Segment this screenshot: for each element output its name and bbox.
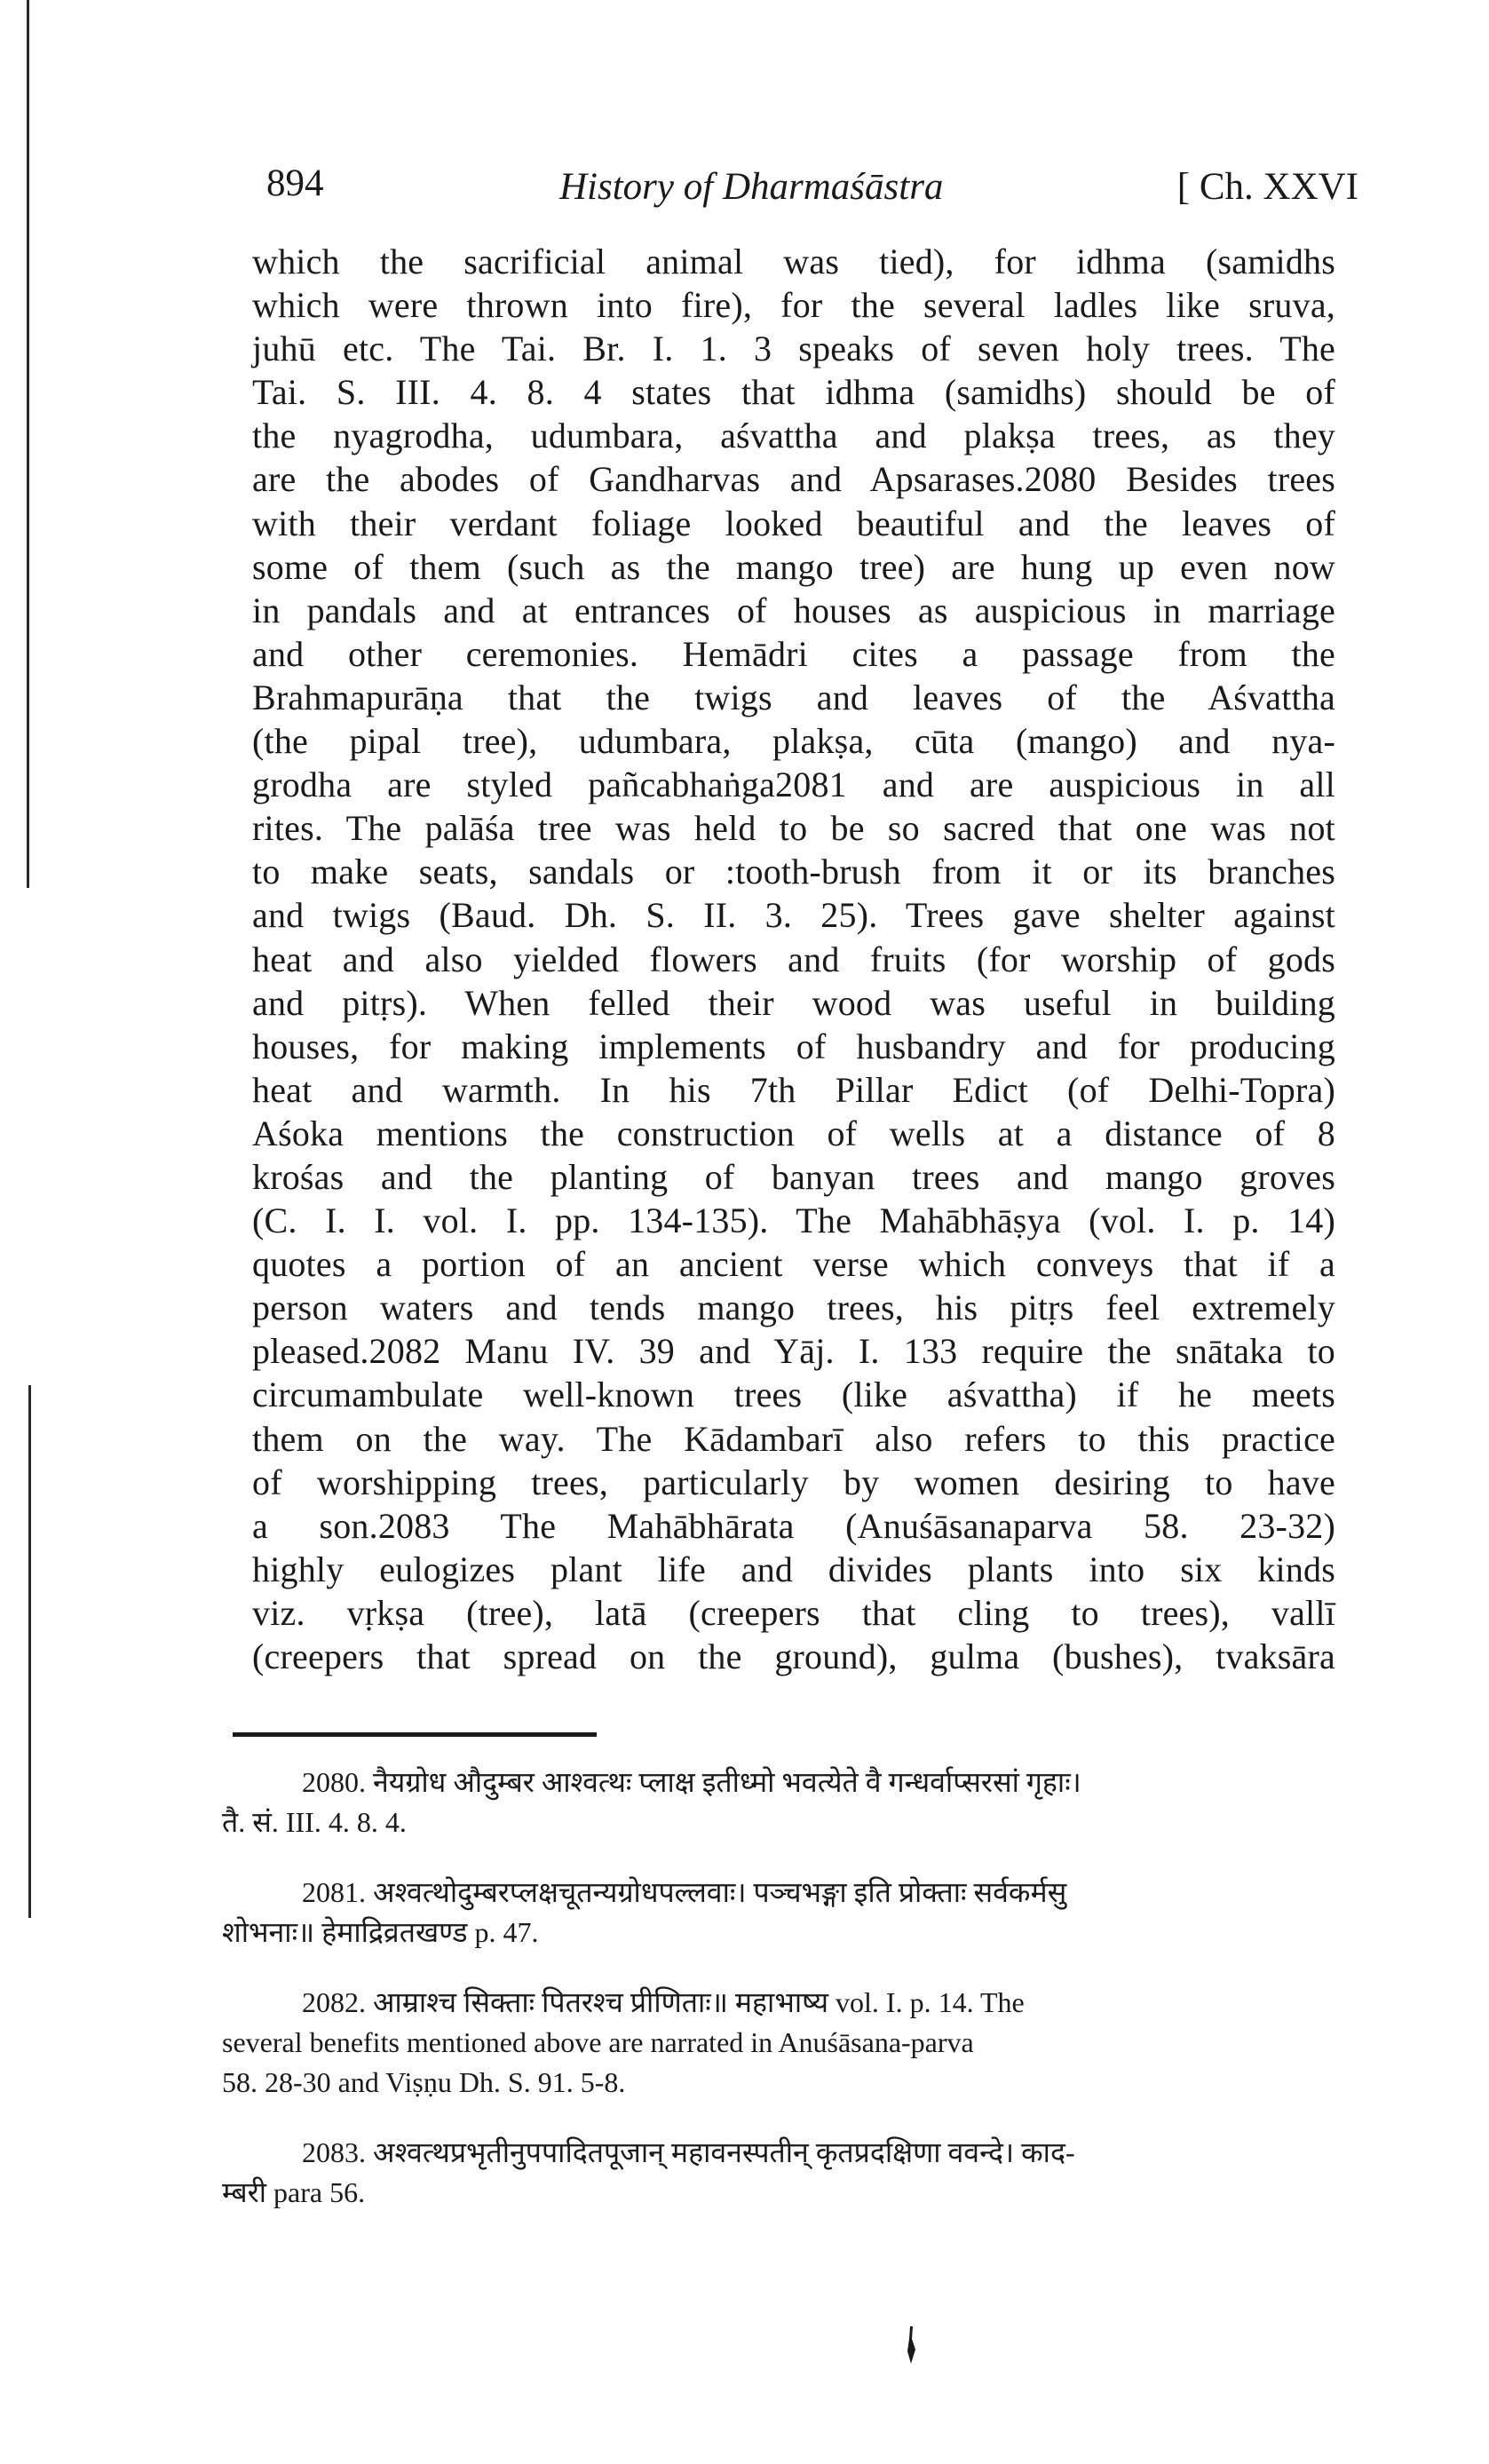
text-line: and pitṛs). When felled their wood was useful in building [252, 982, 1335, 1023]
footnote-line: 58. 28-30 and Viṣṇu Dh. S. 91. 5-8. [222, 2066, 626, 2098]
footnote-line: several benefits mentioned above are narrated in Anuśāsana-parva [222, 2026, 974, 2058]
text-line: krośas and the planting of banyan trees and mango groves [252, 1156, 1335, 1197]
text-line: (C. I. I. vol. I. pp. 134-135). The Mahābhāṣya (vol. I. p. 14) [252, 1200, 1335, 1241]
footnote-2083 [222, 2133, 1350, 2213]
text-line: Aśoka mentions the construction of wells at a distance of 8 [252, 1113, 1335, 1153]
chapter-label: [ Ch. XXVI [1176, 166, 1358, 208]
page-bottom-mark [906, 2326, 916, 2364]
footnote-line: शोभनाः॥ हेमाद्रिव्रतखण्ड p. 47. [222, 1916, 539, 1948]
text-line: rites. The palāśa tree was held to be so sacred that one was not [252, 808, 1335, 849]
running-title: History of Dharmaśāstra [559, 166, 944, 208]
footnote-line: म्बरी para 56. [222, 2176, 366, 2208]
text-line: with their verdant foliage looked beautiful and the leaves of [252, 503, 1335, 543]
text-line: a son.2083 The Mahābhārata (Anuśāsanaparva 58. 23-32) [252, 1505, 1335, 1546]
text-line: houses, for making implements of husbandry and for producing [252, 1026, 1335, 1066]
text-line: Brahmapurāṇa that the twigs and leaves of the Aśvattha [252, 677, 1335, 717]
text-line: circumambulate well-known trees (like aśvattha) if he meets [252, 1375, 1335, 1415]
text-line: which were thrown into fire), for the several ladles like sruva, [252, 285, 1335, 326]
footnote-line: तै. सं. III. 4. 8. 4. [222, 1806, 407, 1838]
footnote-2080 [222, 1763, 1350, 1842]
footnotes [222, 1763, 1350, 2243]
footnote-2082 [222, 1983, 1350, 2103]
scan-margin-edge-lower [28, 1385, 31, 1918]
page-number: 894 [266, 162, 324, 204]
footnote-line: 2083. अश्वत्थप्रभृतीनुपपादितपूजान् महावनस्पतीन् कृतप्रदक्षिणा ववन्दे। काद- [302, 2136, 1075, 2168]
text-line: juhū etc. The Tai. Br. I. 1. 3 speaks of seven holy trees. The [252, 329, 1335, 369]
text-line: which the sacrificial animal was tied), for idhma (samidhs [252, 242, 1335, 281]
text-line: person waters and tends mango trees, his pitṛs feel extremely [252, 1287, 1335, 1328]
footnote-2081 [222, 1873, 1350, 1953]
footnote-rule [233, 1732, 597, 1737]
text-line: pleased.2082 Manu IV. 39 and Yāj. I. 133 require the snātaka to [252, 1331, 1335, 1372]
text-line: them on the way. The Kādambarī also refers to this practice [252, 1418, 1335, 1459]
text-line: highly eulogizes plant life and divides plants into six kinds [252, 1549, 1335, 1589]
text-line: heat and warmth. In his 7th Pillar Edict (of Delhi-Topra) [252, 1069, 1335, 1110]
footnote-line: 2081. अश्वत्थोदुम्बरप्लक्षचूतन्यग्रोधपल्लवाः। पञ्चभङ्गा इति प्रोक्ताः सर्वकर्मसु [302, 1876, 1067, 1908]
text-line: in pandals and at entrances of houses as auspicious in marriage [252, 590, 1335, 630]
footnote-line: 2080. नैयग्रोध औदुम्बर आश्वत्थः प्लाक्ष इतीध्मो भवत्येते वै गन्धर्वाप्सरसां गृहाः। [302, 1766, 1081, 1798]
text-line: (creepers that spread on the ground), gulma (bushes), tvaksāra [252, 1636, 1335, 1676]
footnote-line: 2082. आम्राश्च सिक्ताः पितरश्च प्रीणिताः॥ महाभाष्य vol. I. p. 14. The [302, 1986, 1025, 2018]
scan-margin-edge [27, 0, 29, 888]
text-line: the nyagrodha, udumbara, aśvattha and plakṣa trees, as they [252, 416, 1335, 456]
text-line: of worshipping trees, particularly by women desiring to have [252, 1462, 1335, 1502]
text-line: heat and also yielded flowers and fruits (for worship of gods [252, 939, 1335, 979]
text-line: viz. vṛkṣa (tree), latā (creepers that cling to trees), vallī [252, 1592, 1335, 1633]
text-line: to make seats, sandals or :tooth-brush from it or its branches [252, 852, 1335, 892]
text-line: grodha are styled pañcabhaṅga2081 and are auspicious in all [252, 765, 1335, 805]
text-line: and twigs (Baud. Dh. S. II. 3. 25). Trees gave shelter against [252, 895, 1335, 936]
text-line: quotes a portion of an ancient verse which conveys that if a [252, 1244, 1335, 1285]
text-line: and other ceremonies. Hemādri cites a passage from the [252, 633, 1335, 674]
text-line: (the pipal tree), udumbara, plakṣa, cūta (mango) and nya- [252, 721, 1335, 762]
text-line: Tai. S. III. 4. 8. 4 states that idhma (samidhs) should be of [252, 372, 1335, 413]
text-line: are the abodes of Gandharvas and Apsarases.2080 Besides trees [252, 459, 1335, 500]
page-header [266, 162, 1358, 215]
text-line: some of them (such as the mango tree) are hung up even now [252, 546, 1335, 587]
main-text [252, 240, 1335, 1678]
